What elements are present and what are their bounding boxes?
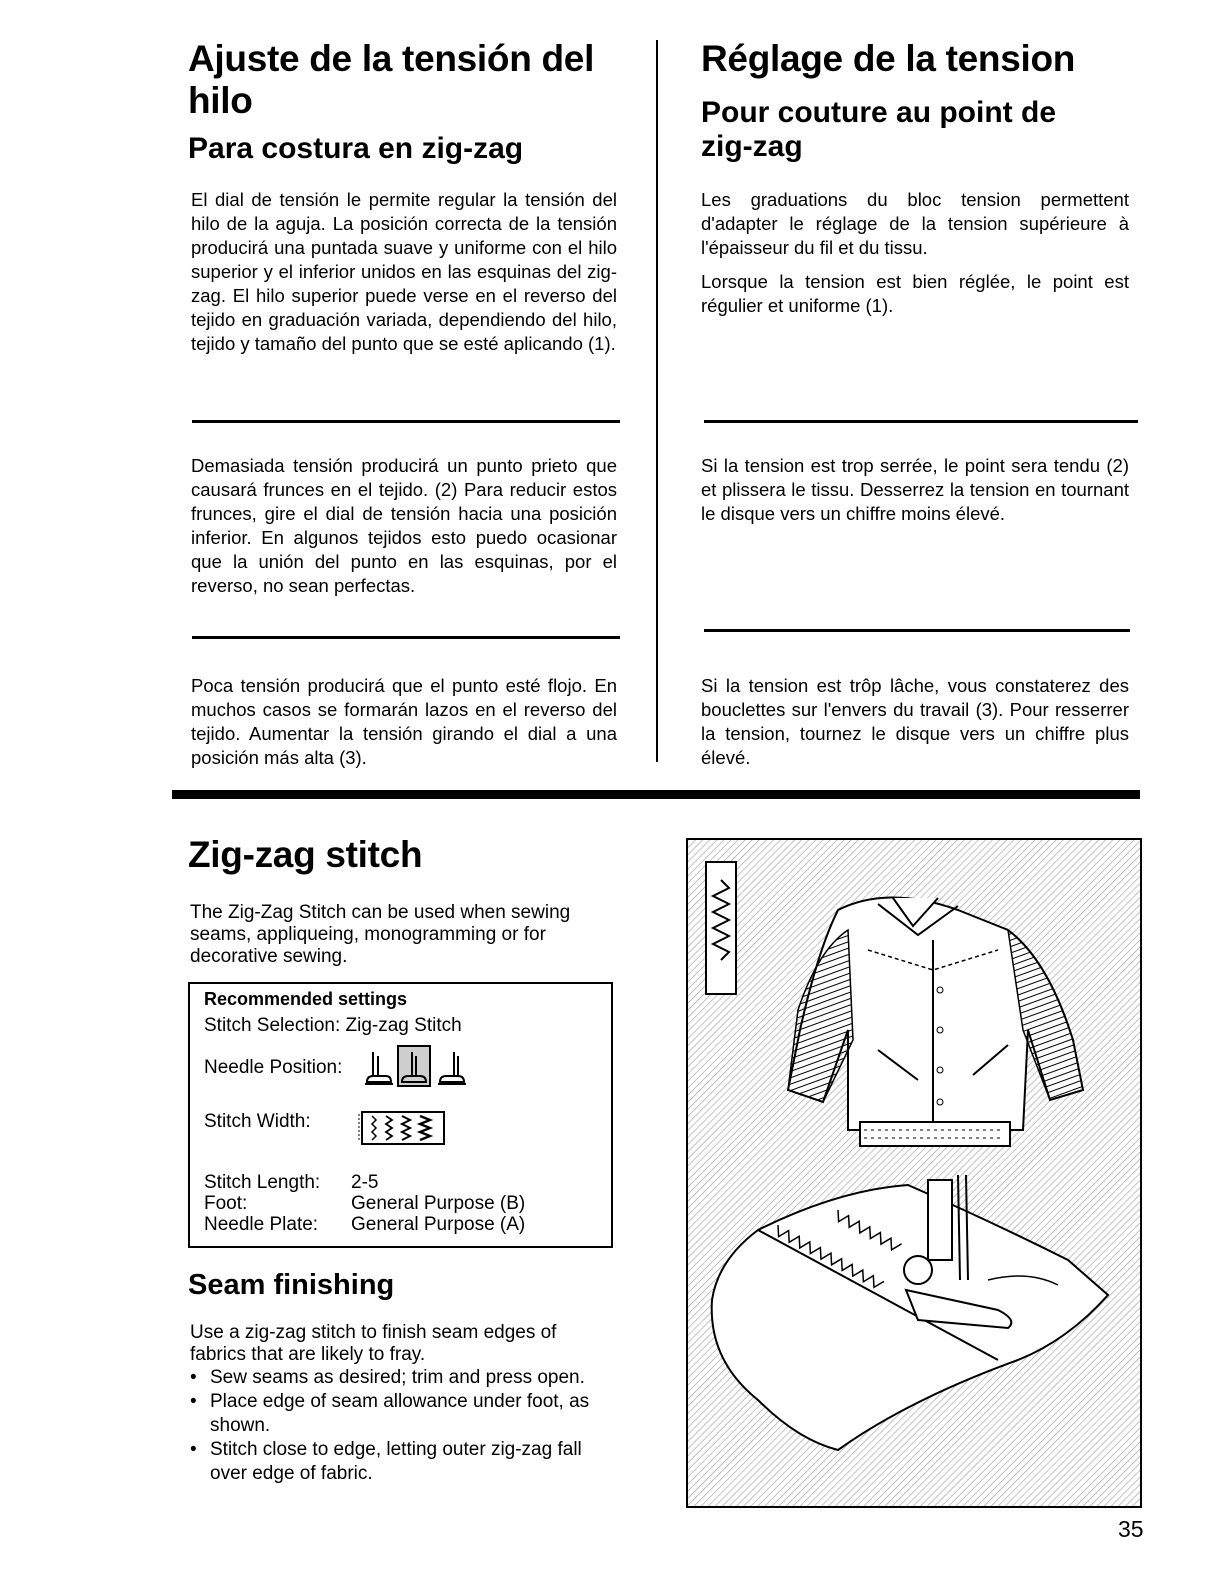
french-subtitle: Pour couture au point de zig-zag bbox=[701, 96, 1057, 163]
french-divider-2 bbox=[704, 629, 1130, 632]
needle-position-label: Needle Position: bbox=[204, 1057, 343, 1078]
needle-center-icon bbox=[398, 1046, 430, 1086]
stitch-selection: Stitch Selection: Zig-zag Stitch bbox=[204, 1015, 462, 1036]
seam-finishing-title: Seam finishing bbox=[188, 1269, 395, 1301]
spanish-paragraph-3: Poca tensión producirá que el punto esté flojo. En muchos casos se formarán lazos en el reverso del tejido. Aumentar la tensión girando el dial a una posición más alta (3). bbox=[191, 675, 617, 768]
needle-plate-value: General Purpose (A) bbox=[351, 1214, 526, 1235]
needle-plate-label: Needle Plate: bbox=[204, 1214, 319, 1235]
zigzag-title: Zig-zag stitch bbox=[188, 834, 423, 875]
spanish-divider-2 bbox=[192, 636, 620, 639]
stitch-width-icon bbox=[358, 1110, 448, 1146]
needle-left-icon bbox=[365, 1052, 393, 1084]
stitch-length-label: Stitch Length: bbox=[204, 1172, 321, 1193]
french-paragraph-1a: Les graduations du bloc tension permettent d'adapter le réglage de la tension supérieure à l'épaisseur du fil et du tissu. bbox=[701, 189, 1129, 258]
section-separator bbox=[172, 790, 1140, 799]
spanish-subtitle: Para costura en zig-zag bbox=[188, 132, 524, 165]
seam-finishing-steps bbox=[188, 1366, 616, 1486]
seam-step-2: • Place edge of seam allowance under foot, as shown. bbox=[188, 1390, 616, 1438]
zigzag-symbol-icon bbox=[706, 862, 736, 994]
french-paragraph-2: Si la tension est trop serrée, le point sera tendu (2) et plissera le tissu. Desserrez la tension en tournant le disque vers un chiffre moins élevé. bbox=[701, 455, 1129, 524]
french-title: Réglage de la tension bbox=[701, 38, 1076, 79]
foot-value: General Purpose (B) bbox=[351, 1193, 526, 1214]
zigzag-intro: The Zig-Zag Stitch can be used when sewing seams, appliqueing, monogramming or for decorative sewing. bbox=[190, 902, 571, 967]
settings-heading: Recommended settings bbox=[204, 989, 408, 1009]
spanish-title: Ajuste de la tensión del hilo bbox=[188, 38, 595, 121]
seam-finishing-intro: Use a zig-zag stitch to finish seam edges of fabrics that are likely to fray. bbox=[190, 1322, 557, 1365]
page-number: 35 bbox=[1118, 1516, 1144, 1542]
stitch-width-label: Stitch Width: bbox=[204, 1111, 311, 1132]
seam-step-1: • Sew seams as desired; trim and press open. bbox=[188, 1366, 616, 1390]
french-divider-1 bbox=[704, 420, 1138, 423]
french-paragraph-1b: Lorsque la tension est bien réglée, le point est régulier et uniforme (1). bbox=[701, 271, 1129, 316]
foot-label: Foot: bbox=[204, 1193, 248, 1214]
recommended-settings-box bbox=[188, 982, 613, 1248]
needle-right-icon bbox=[438, 1052, 466, 1084]
column-divider bbox=[656, 40, 658, 762]
spanish-paragraph-2: Demasiada tensión producirá un punto prieto que causará frunces en el tejido. (2) Para reducir estos frunces, gire el dial de tensión hacia una posición inferior. En algunos tejidos esto puedo ocasionar que la unión del punto en las esquinas, por el reverso, no sean perfectas. bbox=[191, 455, 617, 596]
spanish-divider-1 bbox=[192, 420, 620, 423]
french-paragraph-3: Si la tension est trôp lâche, vous constaterez des bouclettes sur l'envers du travail (3). Pour resserrer la tension, tournez le disque vers un chiffre plus élevé. bbox=[701, 675, 1129, 768]
spanish-paragraph-1: El dial de tensión le permite regular la tensión del hilo de la aguja. La posición correcta de la tensión producirá una puntada suave y uniforme con el hilo superior y el inferior unidos en las esquinas del zig-zag. El hilo superior puede verse en el reverso del tejido en graduación variada, dependiendo del hilo, tejido y tamaño del punto que se esté aplicando (1). bbox=[191, 189, 617, 354]
jacket-and-presser-foot-illustration bbox=[688, 840, 1140, 1506]
zigzag-illustration bbox=[686, 838, 1142, 1508]
stitch-length-value: 2-5 bbox=[351, 1172, 379, 1193]
seam-step-3: • Stitch close to edge, letting outer zig-zag fall over edge of fabric. bbox=[188, 1438, 616, 1486]
needle-position-icons bbox=[364, 1044, 474, 1088]
